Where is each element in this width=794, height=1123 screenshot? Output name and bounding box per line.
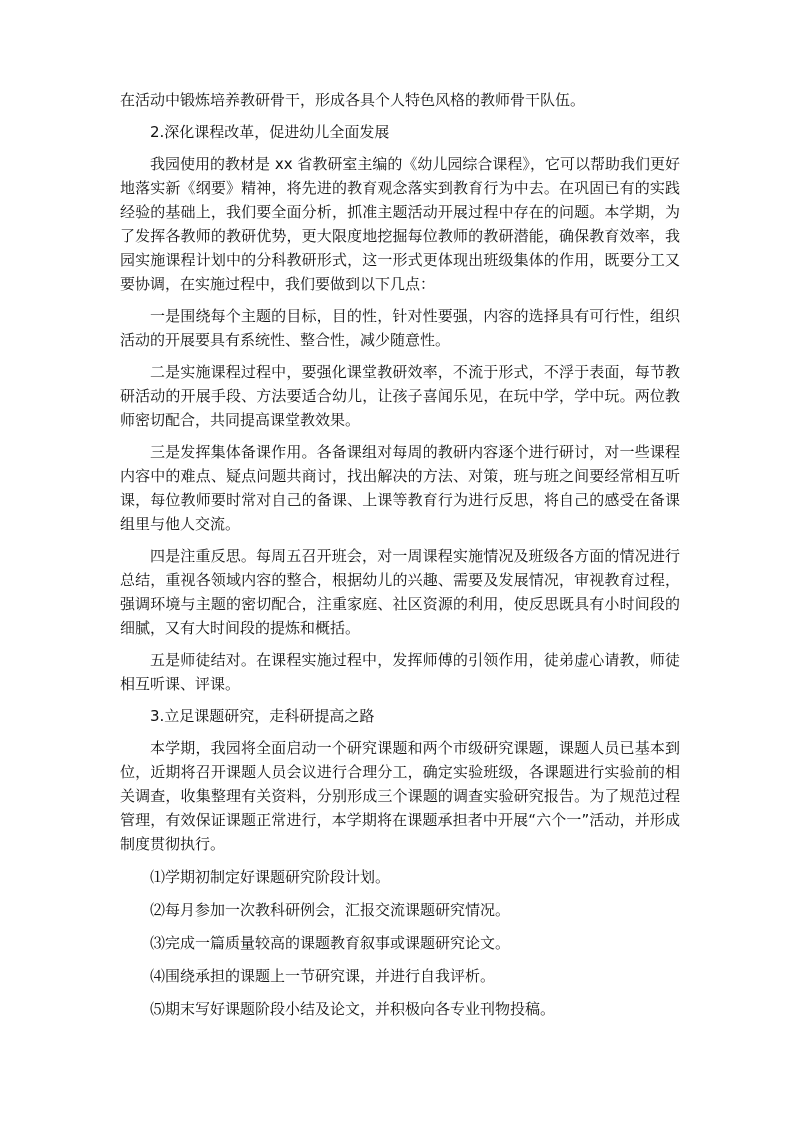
paragraph-textbook: 我园使用的教材是 xx 省教研室主编的《幼儿园综合课程》，它可以帮助我们更好地落实新《纲要》精神，将先进的教育观念落实到教育行为中去。在巩固已有的实践经验的基础上，我们要全面分析，抓准主题活动开展过程中存在的问题。本学期，为了发挥各教师的教研优势，更大限度地挖掘每位教师的教研潜能，确保教育效率，我园实施课程计划中的分科教研形式，这一形式更体现出班级集体的作用，既要分工又要协调，在实施过程中，我们要做到以下几点： [120,155,680,293]
list-item: ⑷围绕承担的课题上一节研究课，并进行自我评析。 [150,967,496,985]
document-page [120,88,680,1021]
paragraph-point-2: 二是实施课程过程中，要强化课堂教研效率，不流于形式，不浮于表面，每节教研活动的开展手段、方法要适合幼儿，让孩子喜闻乐见，在玩中学，学中玩。两位教师密切配合，共同提高课堂教效果。 [120,363,680,429]
paragraph-continued: 在活动中锻炼培养教研骨干，形成各具个人特色风格的教师骨干队伍。 [120,91,586,109]
paragraph-point-5: 五是师徒结对。在课程实施过程中，发挥师傅的引领作用，徒弟虚心请教，师徒相互听课、评课。 [120,651,680,693]
paragraph-point-4: 四是注重反思。每周五召开班会，对一周课程实施情况及班级各方面的情况进行总结，重视各领域内容的整合，根据幼儿的兴趣、需要及发展情况，审视教育过程，强调环境与主题的密切配合，注重家庭、社区资源的利用，使反思既具有小时间段的细腻，又有大时间段的提炼和概括。 [120,547,680,637]
list-item: ⑵每月参加一次教科研例会，汇报交流课题研究情况。 [150,901,511,919]
list-item: ⑸期末写好课题阶段小结及论文，并积极向各专业刊物投稿。 [150,1000,556,1018]
paragraph-point-1: 一是围绕每个主题的目标，目的性，针对性要强，内容的选择具有可行性，组织活动的开展要具有系统性、整合性，减少随意性。 [120,307,680,349]
section-heading-2: 2.深化课程改革，促进幼儿全面发展 [150,123,390,141]
paragraph-point-3: 三是发挥集体备课作用。各备课组对每周的教研内容逐个进行研讨，对一些课程内容中的难点、疑点问题共商讨，找出解决的方法、对策，班与班之间要经常相互听课，每位教师要时常对自己的备课、上课等教育行为进行反思，将自己的感受在备课组里与他人交流。 [120,443,680,533]
list-item: ⑶完成一篇质量较高的课题教育叙事或课题研究论文。 [150,934,511,952]
list-item: ⑴学期初制定好课题研究阶段计划。 [150,868,391,886]
section-heading-3: 3.立足课题研究，走科研提高之路 [150,707,375,725]
paragraph-research: 本学期，我园将全面启动一个研究课题和两个市级研究课题，课题人员已基本到位，近期将召开课题人员会议进行合理分工，确定实验班级，各课题进行实验前的相关调查，收集整理有关资料，分别形成三个课题的调查实验研究报告。为了规范过程管理，有效保证课题正常进行，本学期将在课题承担者中开展“六个一”活动，并形成制度贯彻执行。 [120,739,680,853]
